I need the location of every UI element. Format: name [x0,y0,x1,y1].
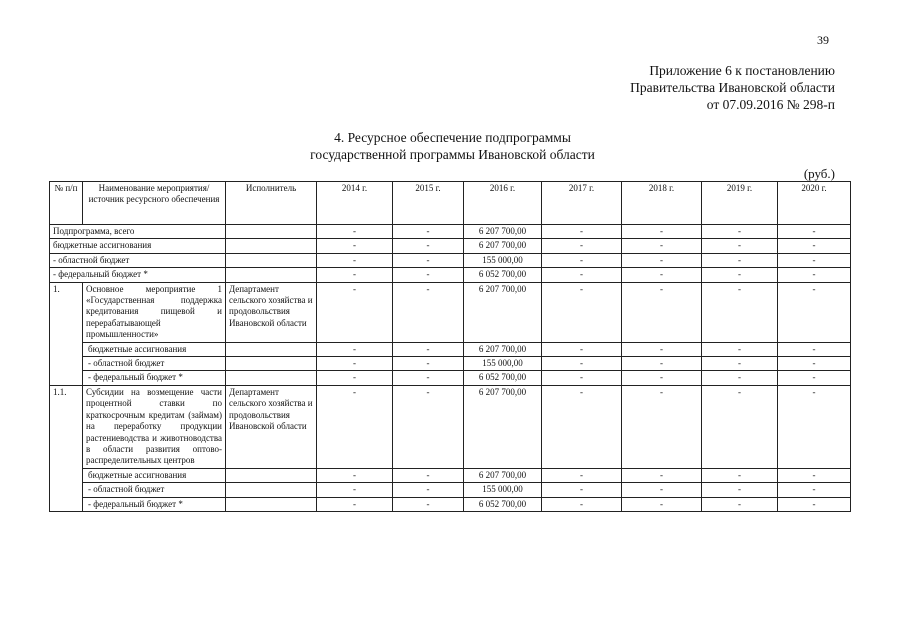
table-row [50,497,851,511]
value-cell: - [622,371,702,385]
page-number: 39 [817,33,829,47]
table-row [50,385,851,468]
value-cell: - [393,483,464,497]
row-executor [226,239,317,253]
value-cell: - [622,385,702,468]
value-cell: - [317,497,393,511]
value-cell: - [702,468,778,482]
appendix-line-3: от 07.09.2016 № 298-п [706,97,835,112]
value-cell: 155 000,00 [464,483,542,497]
value-cell: - [317,483,393,497]
value-cell: 6 052 700,00 [464,371,542,385]
row-executor [226,357,317,371]
row-name: - федеральный бюджет * [50,268,226,282]
value-cell: - [778,253,851,267]
header-year: 2016 г. [464,182,542,225]
value-cell: - [393,253,464,267]
value-cell: - [622,239,702,253]
row-executor: Департамент сельского хозяйства и продовольствия Ивановской области [226,385,317,468]
value-cell: 155 000,00 [464,357,542,371]
value-cell: - [778,468,851,482]
value-cell: 6 207 700,00 [464,239,542,253]
value-cell: - [393,225,464,239]
value-cell: - [622,497,702,511]
header-year: 2020 г. [778,182,851,225]
value-cell: - [393,497,464,511]
row-number: 1. [50,282,83,385]
appendix-line-1: Приложение 6 к постановлению [649,63,835,78]
value-cell: - [702,225,778,239]
value-cell: - [702,497,778,511]
value-cell: - [393,239,464,253]
value-cell: - [393,282,464,342]
row-executor [226,468,317,482]
value-cell: - [622,357,702,371]
appendix-header [630,62,835,113]
value-cell: - [702,357,778,371]
row-executor [226,483,317,497]
value-cell: - [702,282,778,342]
value-cell: - [317,357,393,371]
value-cell: - [622,483,702,497]
value-cell: - [393,342,464,356]
value-cell: - [778,342,851,356]
row-executor [226,268,317,282]
value-cell: - [778,385,851,468]
value-cell: - [317,468,393,482]
value-cell: - [542,468,622,482]
value-cell: - [778,483,851,497]
value-cell: - [317,253,393,267]
row-name: - областной бюджет [50,253,226,267]
row-executor [226,225,317,239]
value-cell: - [317,268,393,282]
value-cell: - [778,357,851,371]
value-cell: - [622,468,702,482]
value-cell: - [622,268,702,282]
value-cell: - [702,239,778,253]
value-cell: - [542,371,622,385]
header-name: Наименование мероприятия/ источник ресурсного обеспечения [83,182,226,225]
value-cell: - [702,483,778,497]
value-cell: - [542,282,622,342]
value-cell: - [702,268,778,282]
header-year: 2017 г. [542,182,622,225]
table-row [50,357,851,371]
row-name: - областной бюджет [83,357,226,371]
table-row [50,282,851,342]
value-cell: 6 207 700,00 [464,385,542,468]
appendix-line-2: Правительства Ивановской области [630,80,835,95]
header-year: 2015 г. [393,182,464,225]
value-cell: 6 052 700,00 [464,268,542,282]
value-cell: - [778,497,851,511]
value-cell: - [622,342,702,356]
row-executor [226,342,317,356]
value-cell: - [778,225,851,239]
row-name: - федеральный бюджет * [83,497,226,511]
row-executor [226,497,317,511]
value-cell: - [622,225,702,239]
header-year: 2018 г. [622,182,702,225]
row-name: - федеральный бюджет * [83,371,226,385]
value-cell: - [702,342,778,356]
value-cell: - [622,282,702,342]
value-cell: - [542,239,622,253]
value-cell: 6 207 700,00 [464,342,542,356]
value-cell: - [778,282,851,342]
table-row [50,225,851,239]
table-row [50,268,851,282]
header-row [50,182,851,225]
header-year: 2019 г. [702,182,778,225]
table-row [50,371,851,385]
title-line-2: государственной программы Ивановской области [310,147,595,162]
value-cell: - [393,468,464,482]
value-cell: - [778,239,851,253]
value-cell: - [317,385,393,468]
value-cell: - [317,342,393,356]
row-name: - областной бюджет [83,483,226,497]
value-cell: - [317,239,393,253]
table-row [50,342,851,356]
row-executor [226,371,317,385]
table-row [50,253,851,267]
value-cell: - [542,483,622,497]
value-cell: - [393,357,464,371]
resource-table [49,181,851,512]
title-line-1: 4. Ресурсное обеспечение подпрограммы [334,130,571,145]
value-cell: - [317,371,393,385]
value-cell: 6 207 700,00 [464,468,542,482]
table-row [50,239,851,253]
header-year: 2014 г. [317,182,393,225]
value-cell: - [622,253,702,267]
row-name: Субсидии на возмещение части процентной ставки по краткосрочным кредитам (займам) на переработку продукции растениеводства и животноводства в области развития оптово-распределительных центров [83,385,226,468]
row-number: 1.1. [50,385,83,511]
value-cell: - [542,497,622,511]
value-cell: - [317,225,393,239]
value-cell: - [542,253,622,267]
value-cell: - [393,268,464,282]
value-cell: - [702,385,778,468]
value-cell: 6 052 700,00 [464,497,542,511]
value-cell: - [393,385,464,468]
row-executor [226,253,317,267]
value-cell: - [542,357,622,371]
header-num: № п/п [50,182,83,225]
value-cell: - [542,268,622,282]
value-cell: 6 207 700,00 [464,225,542,239]
value-cell: - [702,253,778,267]
row-name: Подпрограмма, всего [50,225,226,239]
row-name: бюджетные ассигнования [83,468,226,482]
value-cell: - [542,385,622,468]
value-cell: - [778,268,851,282]
currency-unit: (руб.) [803,166,835,181]
value-cell: - [393,371,464,385]
table-row [50,468,851,482]
row-name: бюджетные ассигнования [83,342,226,356]
table-row [50,483,851,497]
value-cell: - [778,371,851,385]
row-executor: Департамент сельского хозяйства и продовольствия Ивановской области [226,282,317,342]
value-cell: 155 000,00 [464,253,542,267]
document-title [0,129,905,163]
table-body [50,225,851,512]
value-cell: 6 207 700,00 [464,282,542,342]
header-executor: Исполнитель [226,182,317,225]
value-cell: - [542,342,622,356]
row-name: бюджетные ассигнования [50,239,226,253]
value-cell: - [317,282,393,342]
row-name: Основное мероприятие 1 «Государственная поддержка кредитования пищевой и перерабатывающей промышленности» [83,282,226,342]
value-cell: - [542,225,622,239]
value-cell: - [702,371,778,385]
